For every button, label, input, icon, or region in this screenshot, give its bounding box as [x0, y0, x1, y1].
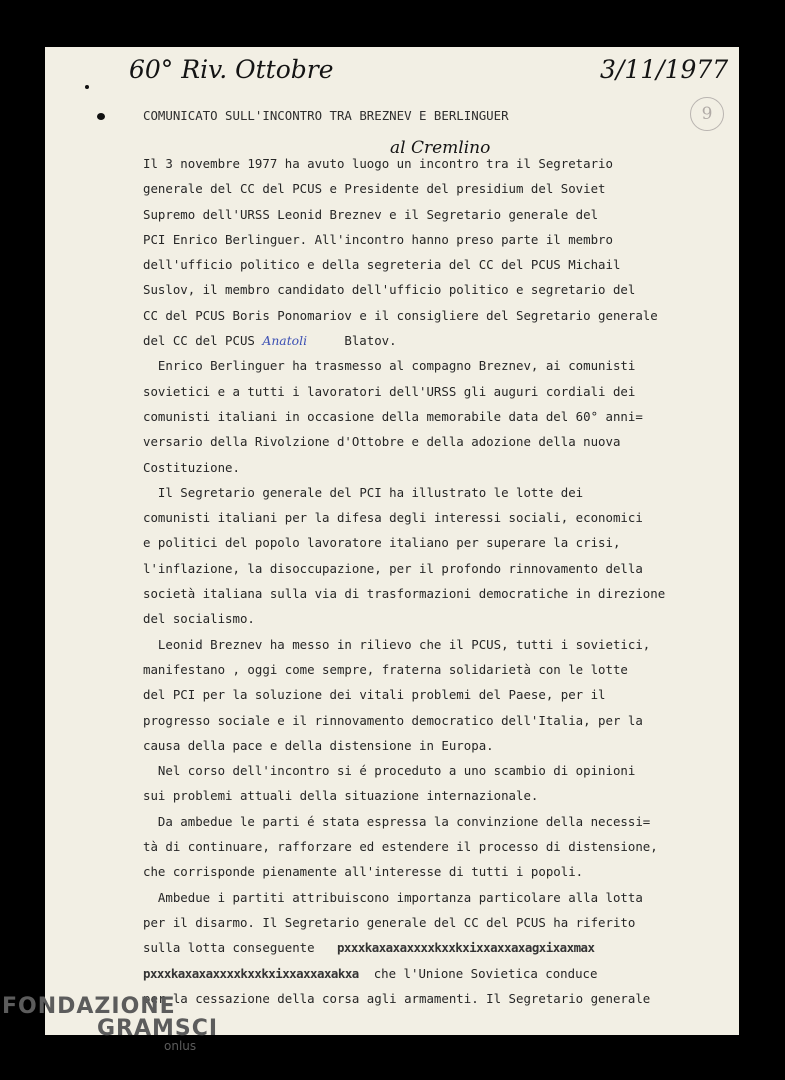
text-line: Ambedue i partiti attribuiscono importanza particolare alla lotta [143, 889, 643, 905]
text-line: Supremo dell'URSS Leonid Breznev e il Segretario generale del [143, 206, 599, 222]
text-line: generale del CC del PCUS e Presidente del presidium del Soviet [143, 181, 606, 197]
page-number-circle: 9 [690, 97, 724, 131]
text-line-with-strikeout [143, 961, 665, 986]
text-line: Enrico Berlinguer ha trasmesso al compagno Breznev, ai comunisti [143, 358, 636, 374]
document-page [45, 47, 739, 1035]
text-line: e politici del popolo lavoratore italiano per superare la crisi, [143, 535, 621, 551]
text-line: Il Segretario generale del PCI ha illustrato le lotte dei [143, 484, 584, 500]
text-line-end: che l'Unione Sovietica conduce [373, 965, 598, 981]
text-line: per il disarmo. Il Segretario generale del CC del PCUS ha riferito [143, 914, 636, 930]
text-line: comunisti italiani in occasione della memorabile data del 60° anni= [143, 408, 643, 424]
text-line: del socialismo. [143, 611, 255, 627]
text-line: società italiana sulla via di trasformazioni democratiche in direzione [143, 586, 666, 602]
text-line: dell'ufficio politico e della segreteria del CC del PCUS Michail [143, 257, 621, 273]
text-line: che corrisponde pienamente all'interesse di tutti i popoli. [143, 864, 584, 880]
handwritten-date: 3/11/1977 [600, 55, 729, 84]
text-line: causa della pace e della distensione in Europa. [143, 737, 494, 753]
text-line-end: Blatov. [344, 333, 397, 349]
ink-dot [85, 85, 89, 89]
text-line: Il 3 novembre 1977 ha avuto luogo un incontro tra il Segretario [143, 156, 613, 171]
text-line: progresso sociale e il rinnovamento democratico dell'Italia, per la [143, 712, 643, 728]
fondazione-gramsci-watermark [2, 996, 218, 1052]
text-line-with-strikeout [143, 935, 665, 960]
text-line: Da ambedue le parti é stata espressa la convinzione della necessi= [143, 813, 651, 829]
handwritten-note-anniversary: 60° Riv. Ottobre [129, 55, 334, 84]
handwritten-name-anatoli: Anatoli [262, 333, 308, 349]
text-line: PCI Enrico Berlinguer. All'incontro hanno preso parte il membro [143, 231, 613, 247]
text-line: Leonid Breznev ha messo in rilievo che il PCUS, tutti i sovietici, [143, 636, 651, 652]
text-line: tà di continuare, rafforzare ed estendere il processo di distensione, [143, 839, 658, 855]
text-line-with-annotation [143, 328, 665, 353]
text-line: per la cessazione della corsa agli armamenti. Il Segretario generale [143, 990, 651, 1006]
document-title: COMUNICATO SULL'INCONTRO TRA BREZNEV E BERLINGUER [143, 108, 509, 123]
struck-out-text: pxxxkaxaxaxxxxkxxkxixxaxxaxakxa [143, 965, 359, 981]
text-line: comunisti italiani per la difesa degli interessi sociali, economici [143, 510, 643, 526]
text-line-start: sulla lotta conseguente [143, 940, 315, 956]
watermark-line: FONDAZIONE [2, 994, 176, 1019]
text-line: del PCI per la soluzione dei vitali problemi del Paese, per il [143, 687, 606, 703]
watermark-line: GRAMSCI [97, 1016, 219, 1041]
handwritten-insert-kremlin: al Cremlino [390, 138, 491, 158]
text-line: sui problemi attuali della situazione internazionale. [143, 788, 539, 804]
text-line: Costituzione. [143, 459, 240, 475]
text-line: manifestano , oggi come sempre, fraterna solidarietà con le lotte [143, 661, 628, 677]
text-line: Suslov, il membro candidato dell'ufficio politico e segretario del [143, 282, 636, 298]
text-line: sovietici e a tutti i lavoratori dell'URSS gli auguri cordiali dei [143, 383, 636, 399]
text-line: Nel corso dell'incontro si é proceduto a uno scambio di opinioni [143, 763, 636, 779]
text-line: versario della Rivolzione d'Ottobre e della adozione della nuova [143, 434, 621, 450]
ink-dot [97, 113, 105, 120]
text-line: CC del PCUS Boris Ponomariov e il consigliere del Segretario generale [143, 307, 658, 323]
text-line: l'inflazione, la disoccupazione, per il profondo rinnovamento della [143, 560, 643, 576]
text-line-start: del CC del PCUS [143, 333, 255, 349]
struck-out-text: pxxxkaxaxaxxxxkxxkxixxaxxaxagxixaxmax [336, 940, 595, 956]
document-body [143, 151, 665, 1011]
watermark-line: onlus [164, 1039, 197, 1053]
